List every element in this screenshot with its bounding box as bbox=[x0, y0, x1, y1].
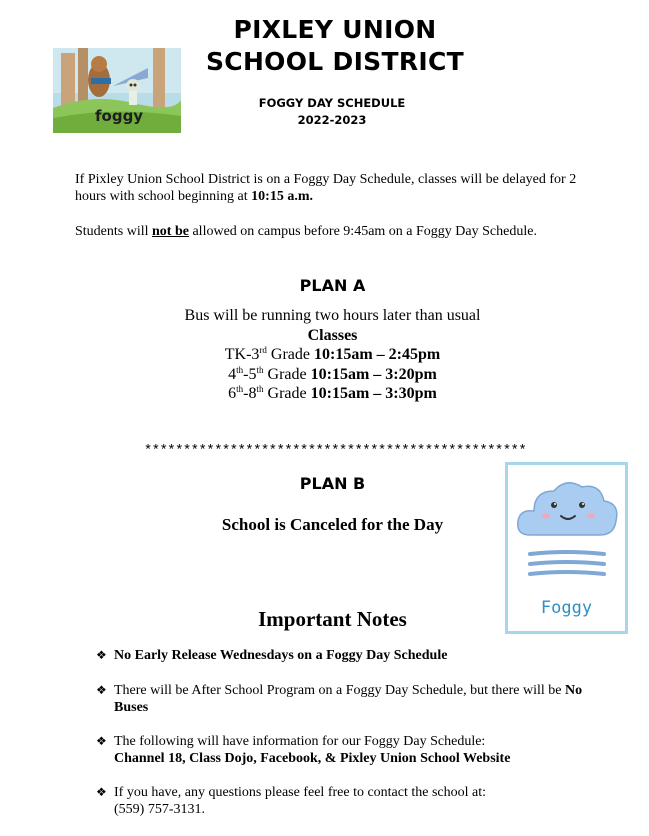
bus-note: Bus will be running two hours later than usual bbox=[184, 307, 481, 324]
not-be-emphasis: not be bbox=[152, 224, 189, 239]
contact-phone: (559) 757-3131. bbox=[114, 802, 205, 817]
note-emphasis: No Buses bbox=[114, 683, 583, 715]
classes-label: Classes bbox=[307, 326, 358, 344]
grade-row bbox=[150, 345, 515, 365]
note-emphasis: Channel 18, Class Dojo, Facebook, & Pixley Union School Website bbox=[114, 751, 511, 766]
intro-paragraph-delay bbox=[75, 171, 595, 205]
grade-time: 10:15am – 3:30pm bbox=[310, 385, 437, 402]
intro-campus-text-start: Students will bbox=[75, 224, 153, 239]
note-text bbox=[114, 784, 596, 818]
grade-word: Grade bbox=[263, 385, 311, 402]
plan-a-details bbox=[150, 306, 515, 404]
important-notes-heading: Important Notes bbox=[258, 607, 407, 631]
district-title-line1: PIXLEY UNION bbox=[233, 15, 437, 44]
note-text-part: The following will have information for our Foggy Day Schedule: bbox=[114, 734, 486, 749]
cloud-fog-icon bbox=[508, 465, 625, 595]
foggy-label: Foggy bbox=[540, 598, 593, 618]
note-text-part: If you have, any questions please feel free to contact the school at: bbox=[114, 785, 487, 800]
grade-word: Grade bbox=[263, 365, 311, 383]
schedule-title bbox=[222, 95, 442, 129]
intro-delay-text: If Pixley Union School District is on a Foggy Day Schedule, classes will be delayed for 2 hours with school beginning at bbox=[75, 172, 577, 204]
note-text bbox=[114, 733, 596, 767]
star-separator: ************************************************* bbox=[143, 443, 527, 459]
grade-range-end: -8 bbox=[243, 385, 257, 402]
grade-range-start: 4 bbox=[228, 365, 237, 383]
grade-row bbox=[150, 384, 515, 404]
note-item bbox=[96, 733, 596, 767]
schedule-title-text: FOGGY DAY SCHEDULE bbox=[258, 96, 406, 110]
diamond-bullet-icon: ❖ bbox=[96, 648, 107, 662]
plan-a-heading: PLAN A bbox=[299, 276, 366, 295]
district-title-line2: SCHOOL DISTRICT bbox=[206, 47, 464, 76]
diamond-bullet-icon: ❖ bbox=[96, 785, 107, 799]
grade-suffix: rd bbox=[259, 345, 267, 355]
intro-paragraph-campus bbox=[75, 223, 595, 240]
canceled-notice: School is Canceled for the Day bbox=[221, 515, 444, 534]
grade-range-start: TK-3 bbox=[224, 346, 260, 363]
grade-time: 10:15am – 3:20pm bbox=[310, 365, 437, 383]
grade-range-start: 6 bbox=[228, 385, 237, 402]
intro-campus-text-end: allowed on campus before 9:45am on a Foggy Day Schedule. bbox=[188, 224, 537, 239]
grade-suffix: th bbox=[236, 384, 244, 394]
note-item bbox=[96, 647, 596, 664]
note-text bbox=[114, 682, 596, 716]
foggy-caption: foggy bbox=[95, 107, 144, 125]
note-text: No Early Release Wednesdays on a Foggy Day Schedule bbox=[114, 648, 448, 663]
note-text-part: There will be After School Program on a Foggy Day Schedule, but there will be bbox=[114, 683, 566, 698]
diamond-bullet-icon: ❖ bbox=[96, 683, 107, 697]
note-item bbox=[96, 682, 596, 716]
district-title bbox=[150, 14, 520, 78]
grade-word: Grade bbox=[266, 346, 315, 363]
grade-suffix: th bbox=[236, 364, 244, 375]
plan-b-heading: PLAN B bbox=[299, 474, 366, 493]
grade-suffix: th bbox=[256, 364, 264, 375]
grade-suffix: th bbox=[256, 384, 264, 394]
diamond-bullet-icon: ❖ bbox=[96, 734, 107, 748]
foggy-cloud-image bbox=[505, 462, 628, 634]
note-item bbox=[96, 784, 596, 818]
school-year: 2022-2023 bbox=[297, 113, 367, 127]
grade-row bbox=[150, 365, 515, 385]
start-time: 10:15 a.m. bbox=[251, 189, 313, 204]
grade-time: 10:15am – 2:45pm bbox=[314, 346, 441, 363]
grade-range-end: -5 bbox=[243, 365, 257, 383]
